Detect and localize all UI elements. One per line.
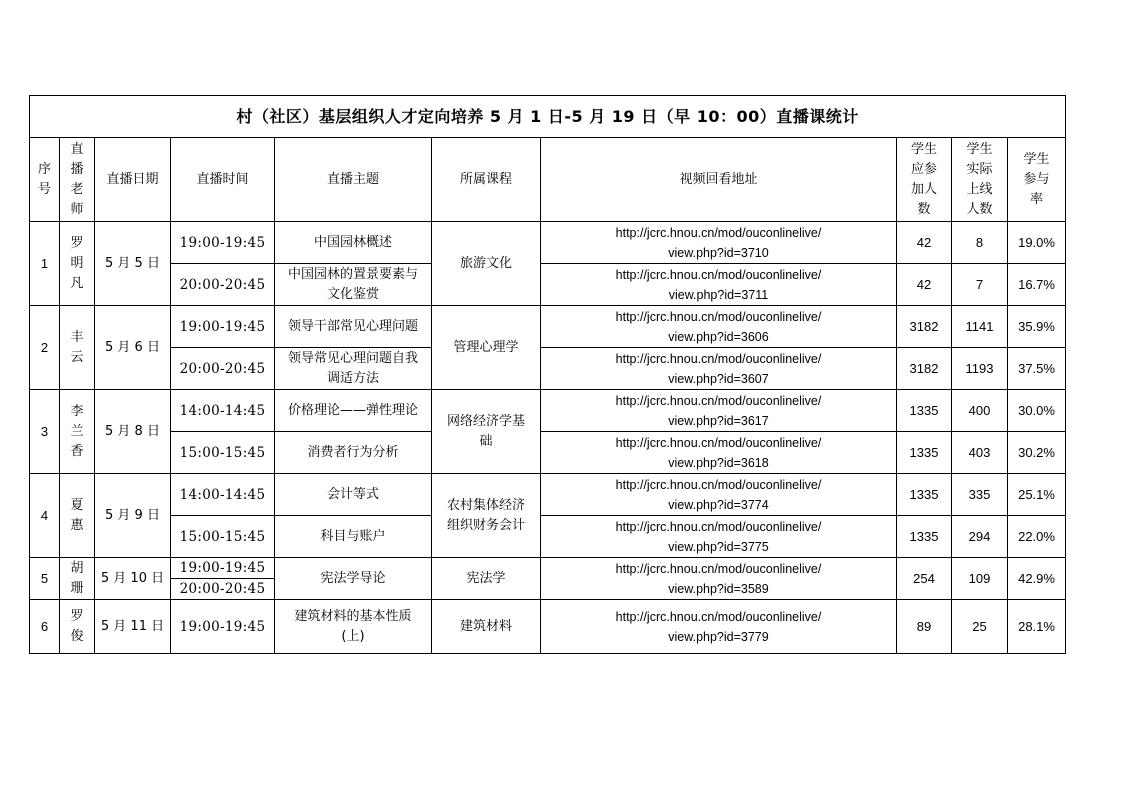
participation-rate-cell: 25.1%	[1008, 474, 1066, 516]
topic-cell: 中国园林概述	[275, 222, 432, 264]
seq-cell: 4	[30, 474, 60, 558]
actual-online-cell: 25	[952, 600, 1008, 654]
table-title: 村（社区）基层组织人才定向培养 5 月 1 日-5 月 19 日（早 10：00）直播课统计	[30, 96, 1066, 138]
should-attend-cell: 3182	[897, 348, 952, 390]
table-row	[30, 348, 1066, 390]
topic-cell: 领导常见心理问题自我 调适方法	[275, 348, 432, 390]
header-course: 所属课程	[432, 138, 541, 222]
participation-rate-cell: 37.5%	[1008, 348, 1066, 390]
actual-online-cell: 403	[952, 432, 1008, 474]
date-cell: 5 月 6 日	[95, 306, 171, 390]
topic-cell: 宪法学导论	[275, 558, 432, 600]
participation-rate-cell: 16.7%	[1008, 264, 1066, 306]
time-cell: 14:00-14:45	[171, 390, 275, 432]
topic-cell: 科目与账户	[275, 516, 432, 558]
teacher-cell: 胡 珊	[60, 558, 95, 600]
header-teacher: 直 播 老 师	[60, 138, 95, 222]
replay-url-link[interactable]: http://jcrc.hnou.cn/mod/ouconlinelive/ view.php?id=3607	[541, 348, 897, 390]
table-row	[30, 474, 1066, 516]
header-time: 直播时间	[171, 138, 275, 222]
header-actual-online: 学生 实际 上线 人数	[952, 138, 1008, 222]
seq-cell: 5	[30, 558, 60, 600]
participation-rate-cell: 30.0%	[1008, 390, 1066, 432]
live-course-stats-table	[29, 95, 1066, 654]
header-row	[30, 138, 1066, 222]
document-page	[29, 95, 1065, 654]
topic-cell: 中国园林的置景要素与 文化鉴赏	[275, 264, 432, 306]
course-cell: 管理心理学	[432, 306, 541, 390]
teacher-cell: 罗 明 凡	[60, 222, 95, 306]
time-cell: 20:00-20:45	[171, 579, 275, 600]
replay-url-link[interactable]: http://jcrc.hnou.cn/mod/ouconlinelive/ view.php?id=3775	[541, 516, 897, 558]
teacher-cell: 罗 俊	[60, 600, 95, 654]
table-row	[30, 516, 1066, 558]
time-cell: 15:00-15:45	[171, 516, 275, 558]
header-url: 视频回看地址	[541, 138, 897, 222]
actual-online-cell: 8	[952, 222, 1008, 264]
should-attend-cell: 1335	[897, 516, 952, 558]
actual-online-cell: 109	[952, 558, 1008, 600]
table-row	[30, 390, 1066, 432]
replay-url-link[interactable]: http://jcrc.hnou.cn/mod/ouconlinelive/ view.php?id=3618	[541, 432, 897, 474]
should-attend-cell: 42	[897, 222, 952, 264]
table-row	[30, 264, 1066, 306]
table-row	[30, 222, 1066, 264]
actual-online-cell: 294	[952, 516, 1008, 558]
replay-url-link[interactable]: http://jcrc.hnou.cn/mod/ouconlinelive/ view.php?id=3589	[541, 558, 897, 600]
should-attend-cell: 89	[897, 600, 952, 654]
table-row	[30, 432, 1066, 474]
seq-cell: 3	[30, 390, 60, 474]
participation-rate-cell: 30.2%	[1008, 432, 1066, 474]
seq-cell: 2	[30, 306, 60, 390]
date-cell: 5 月 11 日	[95, 600, 171, 654]
actual-online-cell: 1193	[952, 348, 1008, 390]
participation-rate-cell: 35.9%	[1008, 306, 1066, 348]
replay-url-link[interactable]: http://jcrc.hnou.cn/mod/ouconlinelive/ view.php?id=3617	[541, 390, 897, 432]
date-cell: 5 月 8 日	[95, 390, 171, 474]
date-cell: 5 月 9 日	[95, 474, 171, 558]
header-date: 直播日期	[95, 138, 171, 222]
actual-online-cell: 1141	[952, 306, 1008, 348]
should-attend-cell: 1335	[897, 432, 952, 474]
time-cell: 20:00-20:45	[171, 264, 275, 306]
participation-rate-cell: 42.9%	[1008, 558, 1066, 600]
teacher-cell: 李 兰 香	[60, 390, 95, 474]
teacher-cell: 夏 惠	[60, 474, 95, 558]
header-topic: 直播主题	[275, 138, 432, 222]
seq-cell: 1	[30, 222, 60, 306]
course-cell: 旅游文化	[432, 222, 541, 306]
time-cell: 20:00-20:45	[171, 348, 275, 390]
replay-url-link[interactable]: http://jcrc.hnou.cn/mod/ouconlinelive/ view.php?id=3606	[541, 306, 897, 348]
time-cell: 19:00-19:45	[171, 222, 275, 264]
actual-online-cell: 335	[952, 474, 1008, 516]
should-attend-cell: 42	[897, 264, 952, 306]
actual-online-cell: 7	[952, 264, 1008, 306]
should-attend-cell: 3182	[897, 306, 952, 348]
date-cell: 5 月 5 日	[95, 222, 171, 306]
title-row	[30, 96, 1066, 138]
actual-online-cell: 400	[952, 390, 1008, 432]
participation-rate-cell: 19.0%	[1008, 222, 1066, 264]
course-cell: 宪法学	[432, 558, 541, 600]
header-should-attend: 学生 应参 加人 数	[897, 138, 952, 222]
topic-cell: 领导干部常见心理问题	[275, 306, 432, 348]
should-attend-cell: 1335	[897, 390, 952, 432]
table-row	[30, 600, 1066, 654]
header-seq: 序 号	[30, 138, 60, 222]
table-row	[30, 306, 1066, 348]
header-participation-rate: 学生 参与 率	[1008, 138, 1066, 222]
seq-cell: 6	[30, 600, 60, 654]
topic-cell: 会计等式	[275, 474, 432, 516]
replay-url-link[interactable]: http://jcrc.hnou.cn/mod/ouconlinelive/ view.php?id=3711	[541, 264, 897, 306]
time-cell: 15:00-15:45	[171, 432, 275, 474]
time-cell: 14:00-14:45	[171, 474, 275, 516]
topic-cell: 消费者行为分析	[275, 432, 432, 474]
table-row	[30, 558, 1066, 579]
topic-cell: 价格理论——弹性理论	[275, 390, 432, 432]
time-cell: 19:00-19:45	[171, 306, 275, 348]
course-cell: 农村集体经济 组织财务会计	[432, 474, 541, 558]
topic-cell: 建筑材料的基本性质 (上)	[275, 600, 432, 654]
replay-url-link[interactable]: http://jcrc.hnou.cn/mod/ouconlinelive/ view.php?id=3779	[541, 600, 897, 654]
time-cell: 19:00-19:45	[171, 558, 275, 579]
date-cell: 5 月 10 日	[95, 558, 171, 600]
should-attend-cell: 254	[897, 558, 952, 600]
participation-rate-cell: 22.0%	[1008, 516, 1066, 558]
replay-url-link[interactable]: http://jcrc.hnou.cn/mod/ouconlinelive/ view.php?id=3774	[541, 474, 897, 516]
replay-url-link[interactable]: http://jcrc.hnou.cn/mod/ouconlinelive/ view.php?id=3710	[541, 222, 897, 264]
should-attend-cell: 1335	[897, 474, 952, 516]
teacher-cell: 丰 云	[60, 306, 95, 390]
course-cell: 建筑材料	[432, 600, 541, 654]
course-cell: 网络经济学基 础	[432, 390, 541, 474]
time-cell: 19:00-19:45	[171, 600, 275, 654]
participation-rate-cell: 28.1%	[1008, 600, 1066, 654]
